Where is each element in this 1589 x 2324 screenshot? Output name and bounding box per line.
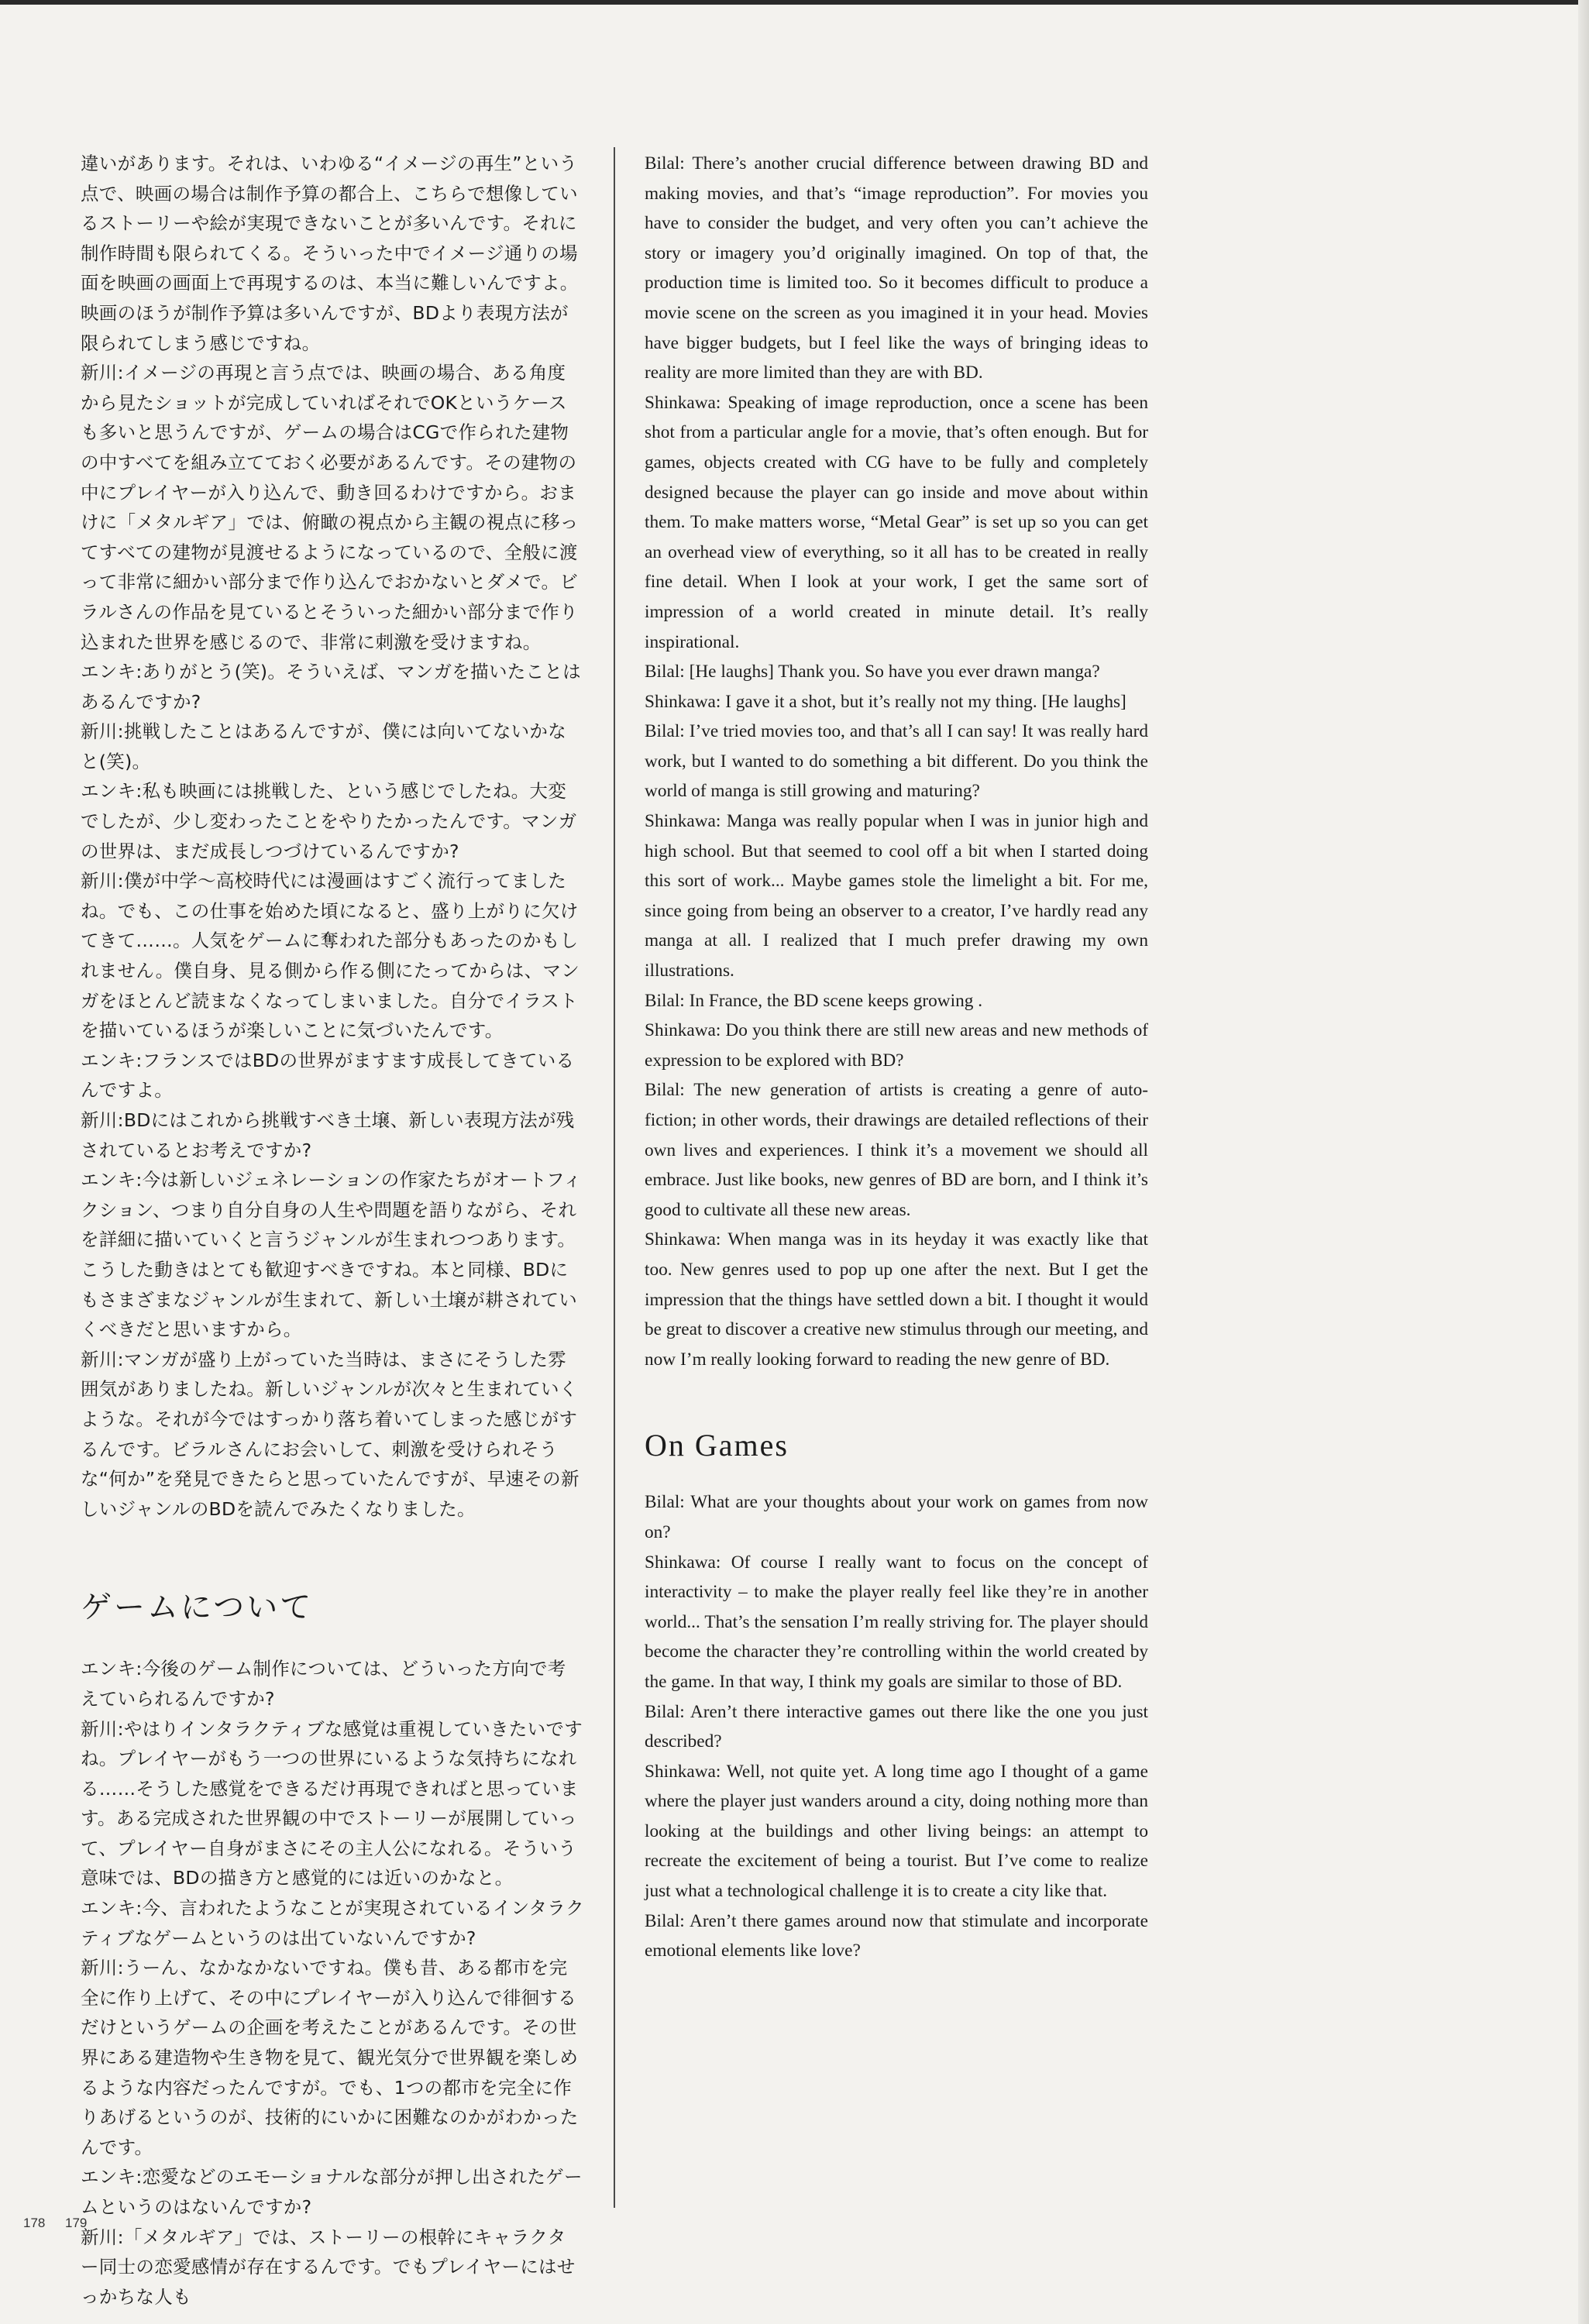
jp-paragraph: エンキ:恋愛などのエモーショナルな部分が押し出されたゲームというのはないんですか? (81, 2166, 583, 2218)
top-edge-line (0, 0, 1589, 5)
en-paragraph: Shinkawa: Manga was really popular when I was in junior high and high school. But that seemed to cool off a bit when I started doing this sort of work... Maybe games stole the limelight a bit. For me, since going from being an observer to a creator, I’ve hardly read any manga at all. I realized that I much prefer drawing my own illustrations. (645, 811, 1148, 982)
jp-paragraph: 新川:挑戦したことはあるんですが、僕には向いてないかなと(笑)。 (81, 720, 567, 772)
jp-paragraph: エンキ:今は新しいジェネレーションの作家たちがオートフィクション、つまり自分自身の人生や問題を語りながら、それを詳細に描いていくと言うジャンルが生まれつつあります。こうした動きはとても歓迎すべきですね。本と同様、BDにもさまざまなジャンルが生まれて、新しい土壌が耕されていくべきだと思いますから。 (81, 1169, 582, 1341)
jp-paragraph: 違いがあります。それは、いわゆる“イメージの再生”という点で、映画の場合は制作予算の都合上、こちらで想像しているストーリーや絵が実現できないことが多いんです。それに制作時間も限られてくる。そういった中でイメージ通りの場面を映画の画面上で再現するのは、本当に難しいんですよ。映画のほうが制作予算は多いんですが、BDより表現方法が限られてしまう感じですね。 (81, 153, 579, 354)
jp-paragraph: エンキ:ありがとう(笑)。そういえば、マンガを描いたことはあるんですか? (81, 661, 581, 713)
en-paragraph: Shinkawa: Of course I really want to focus on the concept of interactivity – to make the player really feel like they’re in another world... That’s the sensation I’m really striving for. The player should become the character they’re controlling within the world created by the game. In that way, I think my goals are similar to those of BD. (645, 1552, 1148, 1692)
jp-paragraph: エンキ:今、言われたようなことが実現されているインタラクティブなゲームというのは出ていないんですか? (81, 1897, 584, 1949)
en-paragraph: Bilal: The new generation of artists is creating a genre of auto-fiction; in other words, their drawings are detailed reflections of their own lives and experiences. I think it’s a movement we should all embrace. Just like books, new genres of BD are born, and I think it’s good to cultivate all these new areas. (645, 1080, 1148, 1220)
en-paragraph: Bilal: There’s another crucial difference between drawing BD and making movies, and that’s “image reproduction”. For movies you have to consider the budget, and very often you can’t achieve the story or imagery you’d originally imagined. On top of that, the production time is limited too. So it becomes difficult to produce a movie scene on the screen as you imagined it in your head. Movies have bigger budgets, but I feel like the ways of bringing ideas to reality are more limited than they are with BD. (645, 153, 1148, 383)
en-paragraph: Shinkawa: Well, not quite yet. A long time ago I thought of a game where the player just wanders around a city, doing nothing more than looking at the buildings and other living beings: an attempt to recreate the excitement of being a tourist. But I’ve come to realize just what a technological challenge it is to create a city like that. (645, 1761, 1148, 1902)
en-paragraph: Bilal: [He laughs] Thank you. So have you ever drawn manga? (645, 662, 1100, 682)
en-paragraph: Bilal: I’ve tried movies too, and that’s all I can say! It was really hard work, but I wanted to do something a bit different. Do you think the world of manga is still growing and maturing? (645, 721, 1148, 802)
jp-paragraph: 新川:BDにはこれから挑戦すべき土壌、新しい表現方法が残されているとお考えですか? (81, 1109, 575, 1161)
jp-paragraph: 新川:イメージの再現と言う点では、映画の場合、ある角度から見たショットが完成していればそれでOKというケースも多いと思うんですが、ゲームの場合はCGで作られた建物の中すべてを組み立てておく必要があるんです。その建物の中にプレイヤーが入り込んで、動き回るわけですから。おまけに「メタルギア」では、俯瞰の視点から主観の視点に移ってすべての建物が見渡せるようになっているので、全般に渡って非常に細かい部分まで作り込んでおかないとダメで。ビラルさんの作品を見ているとそういった細かい部分まで作り込まれた世界を感じるので、非常に刺激を受けますね。 (81, 362, 579, 653)
page-right-edge (1578, 0, 1589, 2324)
english-column (645, 149, 1148, 1966)
jp-paragraph: 新川:僕が中学〜高校時代には漫画はすごく流行ってましたね。でも、この仕事を始めた頃になると、盛り上がりに欠けてきて……。人気をゲームに奪われた部分もあったのかもしれません。僕自身、見る側から作る側にたってからは、マンガをほとんど読まなくなってしまいました。自分でイラストを描いているほうが楽しいことに気づいたんです。 (81, 870, 580, 1042)
en-paragraph: Shinkawa: When manga was in its heyday it was exactly like that too. New genres used to pop up one after the next. But I get the impression that the things have settled down a bit. I thought it would be great to discover a creative new stimulus through our meeting, and now I’m really looking forward to reading the new genre of BD. (645, 1229, 1148, 1370)
en-section-heading: On Games (645, 1428, 789, 1463)
en-paragraph: Shinkawa: Do you think there are still new areas and new methods of expression to be explored with BD? (645, 1020, 1148, 1071)
page-number-right: 179 (65, 2216, 88, 2230)
en-paragraph: Shinkawa: Speaking of image reproduction, once a scene has been shot from a particular angle for a movie, that’s often enough. But for games, objects created with CG have to be fully and completely designed because the player can go inside and move about within them. To make matters worse, “Metal Gear” is set up so you can get an overhead view of everything, so it all has to be created in really fine detail. When I look at your work, I get the same sort of impression of a world created in minute detail. It’s really inspirational. (645, 392, 1148, 652)
en-paragraph: Bilal: Aren’t there games around now that stimulate and incorporate emotional elements like love? (645, 1910, 1148, 1961)
jp-section-heading: ゲームについて (81, 1590, 314, 1626)
page-number-left: 178 (23, 2216, 46, 2230)
en-paragraph: Bilal: Aren’t there interactive games out there like the one you just described? (645, 1701, 1148, 1752)
jp-paragraph: 新川:やはりインタラクティブな感覚は重視していきたいですね。プレイヤーがもう一つの世界にいるような気持ちになれる……そうした感覚をできるだけ再現できればと思っています。ある完成された世界観の中でストーリーが展開していって、プレイヤー自身がまさにその主人公になれる。そういう意味では、BDの描き方と感覚的には近いのかなと。 (81, 1717, 583, 1889)
jp-paragraph: エンキ:私も映画には挑戦した、という感じでしたね。大変でしたが、少し変わったことをやりたかったんです。マンガの世界は、まだ成長しつづけているんですか? (81, 780, 577, 862)
en-paragraph: Bilal: What are your thoughts about your work on games from now on? (645, 1492, 1148, 1542)
jp-paragraph: エンキ:フランスではBDの世界がますます成長してきているんですよ。 (81, 1049, 575, 1102)
jp-paragraph: 新川:うーん、なかなかないですね。僕も昔、ある都市を完全に作り上げて、その中にプレイヤーが入り込んで徘徊するだけというゲームの企画を考えたことがあるんです。その世界にある建造物や生き物を見て、観光気分で世界観を楽しめるような内容だったんですが。でも、1つの都市を完全に作りあげるというのが、技術的にいかに困難なのかがわかったんです。 (81, 1957, 579, 2158)
en-paragraph: Shinkawa: I gave it a shot, but it’s really not my thing. [He laughs] (645, 691, 1126, 712)
jp-paragraph: 新川:「メタルギア」では、ストーリーの根幹にキャラクター同士の恋愛感情が存在するんです。でもプレイヤーにはせっかちな人も (81, 2226, 576, 2308)
jp-paragraph: 新川:マンガが盛り上がっていた当時は、まさにそうした雰囲気がありましたね。新しいジャンルが次々と生まれていくような。それが今ではすっかり落ち着いてしまった感じがするんです。ビラルさんにお会いして、刺激を受けられそうな“何か”を発見できたらと思っていたんですが、早速その新しいジャンルのBDを読んでみたくなりました。 (81, 1348, 580, 1520)
jp-paragraph: エンキ:今後のゲーム制作については、どういった方向で考えていられるんですか? (81, 1658, 566, 1710)
en-paragraph: Bilal: In France, the BD scene keeps growing . (645, 990, 983, 1011)
column-divider (614, 147, 615, 2208)
japanese-column (81, 149, 584, 2312)
